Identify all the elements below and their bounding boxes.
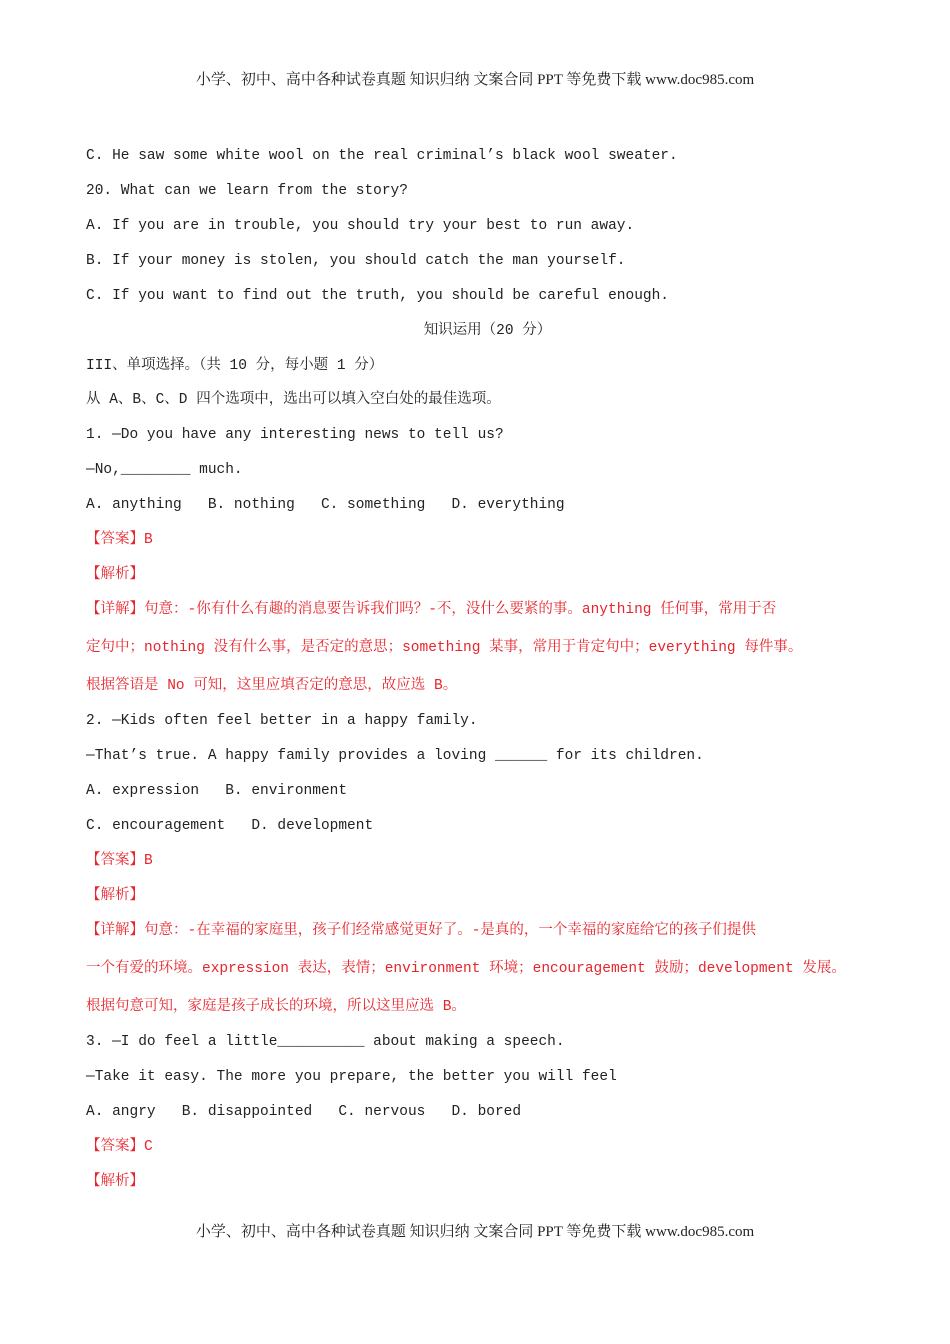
- analysis-label: 【解析】: [86, 567, 144, 583]
- page-footer: 小学、初中、高中各种试卷真题 知识归纳 文案合同 PPT 等免费下载 www.doc985.com: [195, 1224, 755, 1240]
- section-title: 知识运用（20 分）: [423, 323, 552, 339]
- explanation-line: 【详解】句意：-在幸福的家庭里，孩子们经常感觉更好了。-是真的，一个幸福的家庭给它的孩子们提供: [86, 923, 756, 939]
- option-line: A. angry B. disappointed C. nervous D. bored: [86, 1104, 522, 1120]
- question-line: 3. —I do feel a little__________ about making a speech.: [86, 1034, 565, 1050]
- question-line: —That’s true. A happy family provides a loving ______ for its children.: [86, 748, 704, 764]
- answer: 【答案】B: [86, 532, 153, 548]
- section-heading: III、单项选择。（共 10 分，每小题 1 分）: [86, 358, 384, 374]
- answer: 【答案】B: [86, 853, 153, 869]
- page-header: 小学、初中、高中各种试卷真题 知识归纳 文案合同 PPT 等免费下载 www.doc985.com: [195, 72, 755, 88]
- question-line: —Take it easy. The more you prepare, the better you will feel: [86, 1069, 617, 1085]
- option-line: C. He saw some white wool on the real criminal’s black wool sweater.: [86, 148, 678, 164]
- explanation-line: 一个有爱的环境。expression 表达，表情；environment 环境；encouragement 鼓励；development 发展。: [86, 961, 846, 977]
- option-line: A. anything B. nothing C. something D. everything: [86, 497, 565, 513]
- question-line: —No,________ much.: [86, 462, 243, 478]
- analysis-label: 【解析】: [86, 888, 144, 904]
- question-line: 2. —Kids often feel better in a happy family.: [86, 713, 478, 729]
- explanation-line: 【详解】句意：-你有什么有趣的消息要告诉我们吗？-不，没什么要紧的事。anything 任何事，常用于否: [86, 602, 777, 618]
- option-line: C. encouragement D. development: [86, 818, 374, 834]
- answer: 【答案】C: [86, 1139, 153, 1155]
- explanation-line: 根据答语是 No 可知，这里应填否定的意思，故应选 B。: [86, 678, 458, 694]
- option-line: A. expression B. environment: [86, 783, 348, 799]
- question-line: 20. What can we learn from the story?: [86, 183, 408, 199]
- explanation-line: 定句中；nothing 没有什么事，是否定的意思；something 某事，常用于肯定句中；everything 每件事。: [86, 640, 803, 656]
- instruction: 从 A、B、C、D 四个选项中，选出可以填入空白处的最佳选项。: [86, 392, 501, 408]
- analysis-label: 【解析】: [86, 1174, 144, 1190]
- explanation-line: 根据句意可知，家庭是孩子成长的环境，所以这里应选 B。: [86, 999, 466, 1015]
- option-line: A. If you are in trouble, you should try your best to run away.: [86, 218, 635, 234]
- option-line: B. If your money is stolen, you should catch the man yourself.: [86, 253, 626, 269]
- question-line: 1. —Do you have any interesting news to tell us?: [86, 427, 504, 443]
- option-line: C. If you want to find out the truth, you should be careful enough.: [86, 288, 669, 304]
